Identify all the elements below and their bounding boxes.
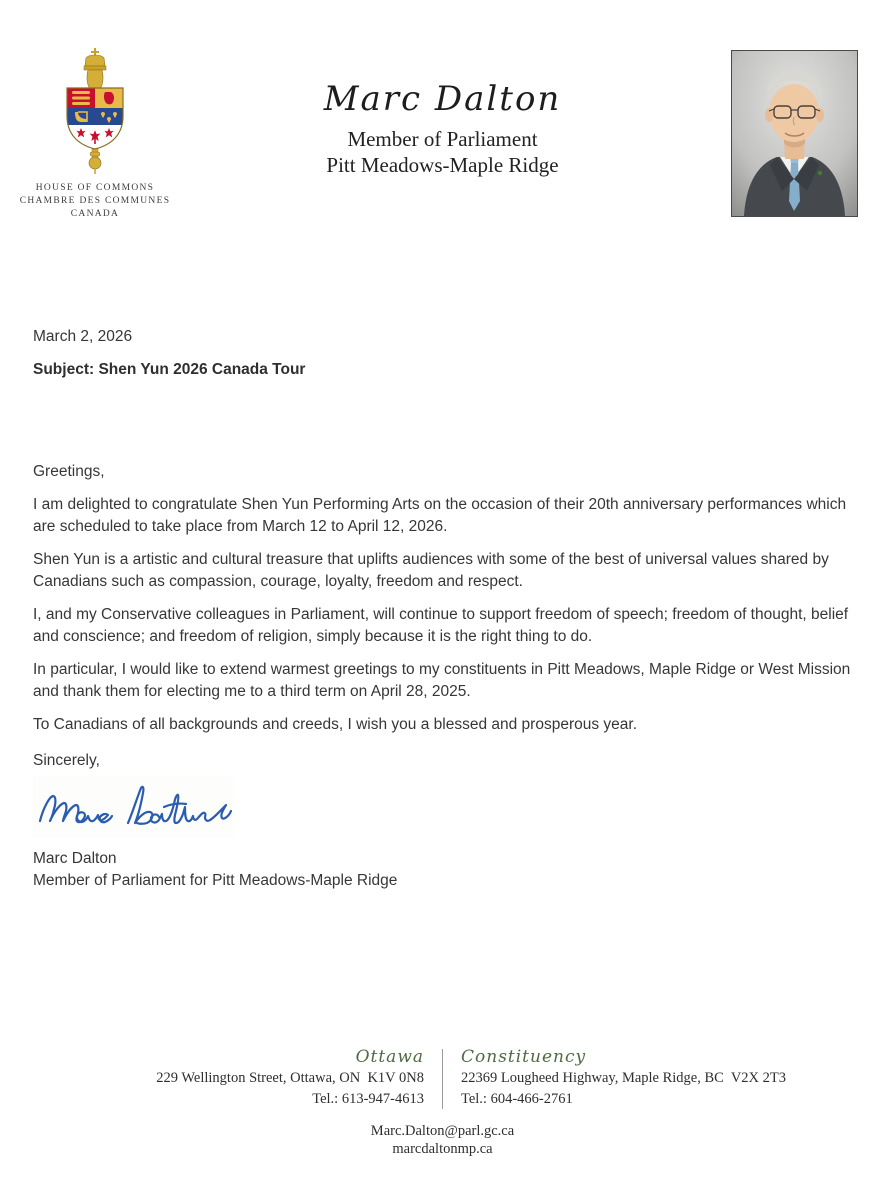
constituency-office-heading: Constituency [461, 1047, 587, 1067]
signer-name: Marc Dalton [33, 850, 117, 867]
constituency-office-address: 22369 Lougheed Highway, Maple Ridge, BC V2X 2T3 [461, 1070, 787, 1086]
ottawa-office-address: 229 Wellington Street, Ottawa, ON K1V 0N8 [156, 1070, 424, 1086]
crest-caption [10, 182, 180, 221]
letter-footer [33, 1046, 852, 1158]
paragraph: I am delighted to congratulate Shen Yun Performing Arts on the occasion of their 20th anniversary performances which are scheduled to take place from March 12 to April 12, 2026. [33, 496, 847, 535]
paragraph: Shen Yun is a artistic and cultural treasure that uplifts audiences with some of the best of universal values shared by Canadians such as compassion, courage, loyalty, freedom and respect. [33, 551, 829, 590]
mp-name-script: Marc Dalton [323, 79, 562, 119]
letter-subject: Subject: Shen Yun 2026 Canada Tour [33, 361, 306, 378]
closing: Sincerely, [33, 752, 100, 769]
footer-contact [33, 1122, 852, 1158]
paragraph: In particular, I would like to extend warmest greetings to my constituents in Pitt Meadows, Maple Ridge or West Mission and thank them for electing me to a third term on April 28, 2025. [33, 661, 851, 700]
constituency-office [443, 1046, 852, 1110]
paragraph: I, and my Conservative colleagues in Parliament, will continue to support freedom of speech; freedom of thought, belief and conscience; and freedom of religion, simply because it is the right thing to do. [33, 606, 849, 645]
crest-caption-line: HOUSE OF COMMONS [35, 183, 155, 193]
constituency-office-tel: Tel.: 604-466-2761 [461, 1091, 573, 1107]
ottawa-office-tel: Tel.: 613-947-4613 [312, 1091, 424, 1107]
letterhead-center [213, 80, 673, 178]
footer-website: marcdaltonmp.ca [392, 1141, 493, 1157]
ottawa-office-heading: Ottawa [355, 1047, 424, 1067]
mp-title: Member of Parliament [347, 127, 538, 151]
salutation: Greetings, [33, 463, 105, 480]
letter-body [33, 326, 853, 892]
handwritten-signature [33, 776, 233, 838]
portrait-illustration [732, 51, 857, 216]
ottawa-office [33, 1046, 442, 1110]
footer-offices [33, 1046, 852, 1110]
mp-riding: Pitt Meadows-Maple Ridge [326, 153, 559, 177]
mp-portrait-photo [731, 50, 858, 217]
house-of-commons-mace-crest-icon [53, 46, 137, 178]
signature-ink [33, 776, 233, 838]
letter-date: March 2, 2026 [33, 328, 133, 345]
house-of-commons-crest-block [10, 46, 180, 221]
paragraph: To Canadians of all backgrounds and creeds, I wish you a blessed and prosperous year. [33, 716, 638, 733]
signer-title: Member of Parliament for Pitt Meadows-Maple Ridge [33, 872, 398, 889]
crest-caption-line: CANADA [70, 209, 120, 219]
crest-caption-line: CHAMBRE DES COMMUNES [19, 196, 171, 206]
footer-email: Marc.Dalton@parl.gc.ca [370, 1123, 515, 1139]
